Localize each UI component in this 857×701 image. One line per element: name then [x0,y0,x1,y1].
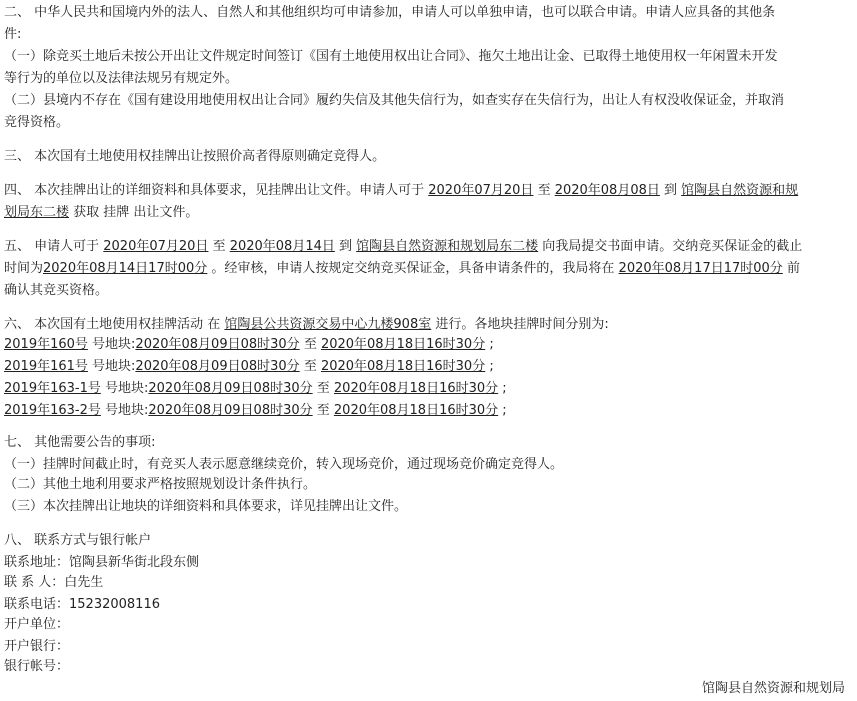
parcel-label: 号地块: [100,381,149,396]
section-5-line-1 [4,238,802,256]
parcel-label: 号地块: [87,359,136,374]
parcel-end-mark: ; [485,337,494,352]
section-7-item-1: （一）挂牌时间截止时，有竞买人表示愿意继续竞价，转入现场竞价，通过现场竞价确定竞得人。 [4,457,564,472]
contact-phone: 联系电话：15232008116 [4,597,160,612]
parcel-row [4,358,494,376]
parcel-start: 2020年08月09日08时30分 [148,403,313,418]
parcel-to: 至 [312,381,334,396]
account-number: 银行帐号： [4,659,70,674]
issuer-signature: 馆陶县自然资源和规划局 [701,681,845,696]
parcel-label: 号地块: [87,337,136,352]
parcel-end-mark: ; [485,359,494,374]
section-2-item-1-line-1: （一）除竞买土地后未按公开出让文件规定时间签订《国有土地使用权出让合同》、拖欠土地出让金、已取得土地使用权一年闲置未开发 [4,49,778,64]
parcel-id: 2019年163-1号 [4,381,101,396]
section-2-item-2-line-1: （二）县境内不存在《国有建设用地使用权出让合同》履约失信及其他失信行为，如查实存在失信行为，出让人有权没收保证金，并取消 [4,93,785,108]
section-5-line-2 [4,260,800,278]
section-6-line-1 [4,316,609,334]
section-7-item-2: （二）其他土地利用要求严格按照规划设计条件执行。 [4,477,317,492]
section-5-deadline: 2020年08月14日17时00分 [43,261,208,276]
parcel-end: 2020年08月18日16时30分 [333,403,499,418]
parcel-row [4,380,507,398]
parcel-id: 2019年163-2号 [4,403,101,418]
parcel-start: 2020年08月09日08时30分 [135,337,300,352]
parcel-start: 2020年08月09日08时30分 [148,381,313,396]
account-bank: 开户银行： [4,639,70,654]
parcel-to: 至 [299,359,321,374]
parcel-label: 号地块: [100,403,149,418]
section-5-date-start: 2020年07月20日 [103,239,209,254]
section-4-place-part-2: 划局东二楼 [4,205,70,220]
parcel-id: 2019年161号 [4,359,88,374]
parcel-end: 2020年08月18日16时30分 [320,359,486,374]
parcel-to: 至 [312,403,334,418]
section-6-prefix: 六、 本次国有土地使用权挂牌活动 在 [4,317,225,332]
section-5-line-2-suffix: 前 [782,261,800,276]
contact-person: 联 系 人：白先生 [4,575,104,590]
parcel-start: 2020年08月09日08时30分 [135,359,300,374]
section-4-to-1: 至 [533,183,555,198]
section-4-prefix: 四、 本次挂牌出让的详细资料和具体要求，见挂牌出让文件。申请人可于 [4,183,429,198]
section-5-line-2-prefix: 时间为 [4,261,44,276]
parcel-to: 至 [299,337,321,352]
section-4-place-part-1: 馆陶县自然资源和规 [681,183,799,198]
section-2-item-1-line-2: 等行为的单位以及法律法规另有规定外。 [4,71,239,86]
section-4-line-2 [4,204,198,222]
section-5-prefix: 五、 申请人可于 [4,239,104,254]
section-4-suffix: 获取 挂牌 出让文件。 [69,205,199,220]
section-2-line-1: 二、 中华人民共和国境内外的法人、自然人和其他组织均可申请参加，申请人可以单独申请，也可以联合申请。申请人应具备的其他条 [4,5,776,20]
section-5-date-end: 2020年08月14日 [229,239,335,254]
parcel-id: 2019年160号 [4,337,88,352]
parcel-end-mark: ; [498,381,507,396]
parcel-row [4,402,507,420]
section-6-venue: 馆陶县公共资源交易中心九楼908室 [224,317,432,332]
section-8-heading: 八、 联系方式与银行帐户 [4,533,152,548]
section-4-date-start: 2020年07月20日 [428,183,534,198]
section-4-line-1 [4,182,798,200]
section-3-line: 三、 本次国有土地使用权挂牌出让按照价高者得原则确定竞得人。 [4,149,386,164]
contact-address: 联系地址：馆陶县新华街北段东侧 [4,555,200,570]
section-4-to-2: 到 [659,183,682,198]
section-5-to-1: 至 [208,239,230,254]
parcel-end: 2020年08月18日16时30分 [320,337,486,352]
parcel-row [4,336,494,354]
section-5-confirm-time: 2020年08月17日17时00分 [618,261,783,276]
section-5-to-2: 到 [334,239,357,254]
parcel-end-mark: ; [498,403,507,418]
section-4-date-end: 2020年08月08日 [554,183,660,198]
section-2-item-2-line-2: 竞得资格。 [4,115,70,130]
section-5-place: 馆陶县自然资源和规划局东二楼 [356,239,539,254]
account-unit: 开户单位： [4,617,70,632]
section-5-mid: 向我局提交书面申请。交纳竞买保证金的截止 [538,239,803,254]
section-2-line-2: 件: [4,27,22,42]
parcel-end: 2020年08月18日16时30分 [333,381,499,396]
section-7-item-3: （三）本次挂牌出让地块的详细资料和具体要求，详见挂牌出让文件。 [4,499,408,514]
section-6-suffix: 进行。各地块挂牌时间分别为: [431,317,609,332]
section-5-line-2-mid: 。经审核，申请人按规定交纳竞买保证金，具备申请条件的，我局将在 [207,261,619,276]
section-5-line-3: 确认其竞买资格。 [4,283,109,298]
section-7-heading: 七、 其他需要公告的事项: [4,435,156,450]
